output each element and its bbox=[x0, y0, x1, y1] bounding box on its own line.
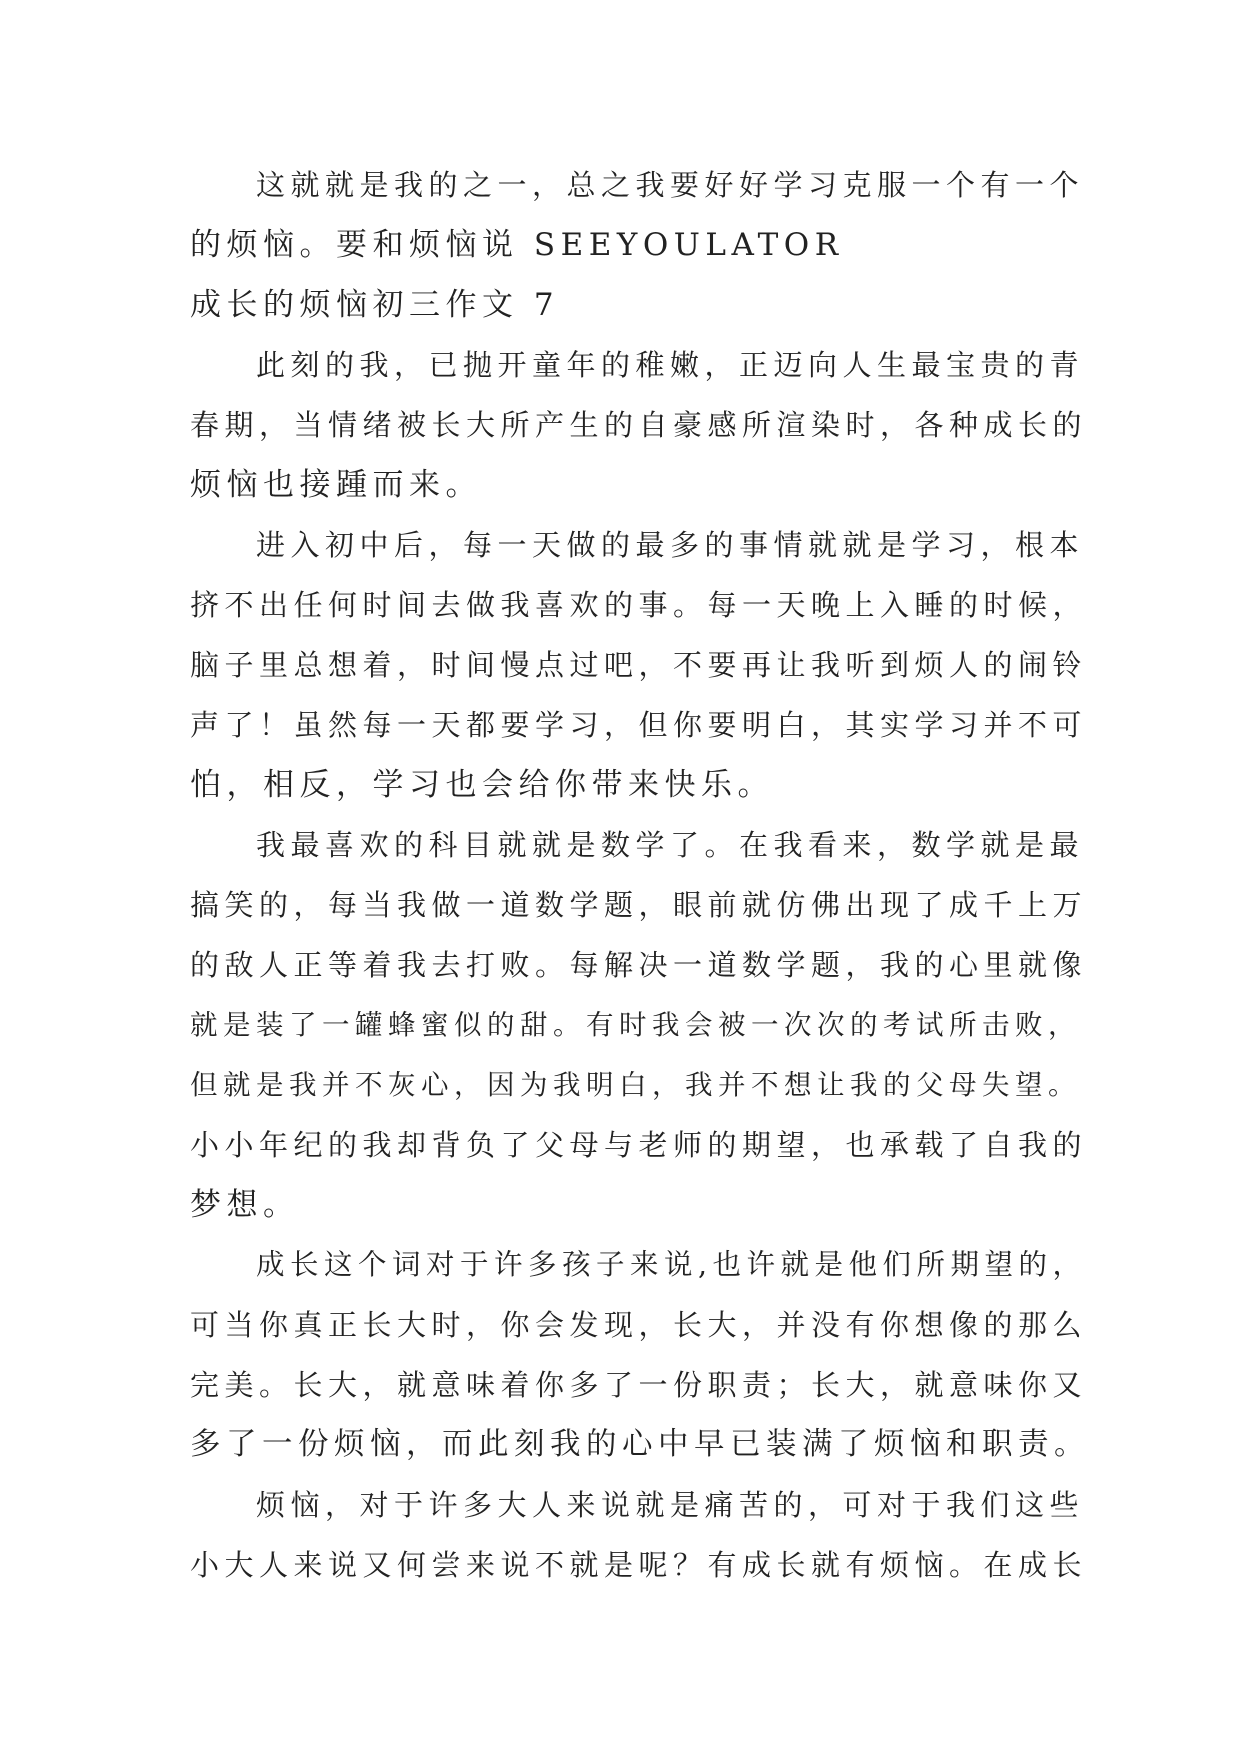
paragraph-line: 梦想。 bbox=[190, 1187, 300, 1223]
paragraph-line: 小小年纪的我却背负了父母与老师的期望，也承载了自我的 bbox=[190, 1128, 1088, 1162]
paragraph-line: 烦恼也接踵而来。 bbox=[190, 467, 482, 503]
paragraph-line: 就是装了一罐蜂蜜似的甜。有时我会被一次次的考试所击败， bbox=[190, 1009, 1081, 1041]
paragraph-line: 的敌人正等着我去打败。每解决一道数学题，我的心里就像 bbox=[190, 948, 1088, 982]
paragraph-line: 烦恼，对于许多大人来说就是痛苦的，可对于我们这些 bbox=[256, 1488, 1085, 1522]
paragraph-line: 脑子里总想着，时间慢点过吧，不要再让我听到烦人的闹铃 bbox=[190, 648, 1088, 682]
paragraph-line: 进入初中后，每一天做的最多的事情就就是学习，根本 bbox=[256, 528, 1085, 562]
paragraph-line: 完美。长大，就意味着你多了一份职责；长大，就意味你又 bbox=[190, 1368, 1088, 1402]
paragraph-line: 这就就是我的之一，总之我要好好学习克服一个有一个 bbox=[256, 168, 1085, 202]
paragraph-line: 的烦恼。要和烦恼说 SEEYOULATOR bbox=[190, 227, 844, 263]
paragraph-line: 声了！虽然每一天都要学习，但你要明白，其实学习并不可 bbox=[190, 708, 1088, 742]
paragraph-line: 春期，当情绪被长大所产生的自豪感所渲染时，各种成长的 bbox=[190, 408, 1088, 442]
paragraph-line: 我最喜欢的科目就就是数学了。在我看来，数学就是最 bbox=[256, 828, 1085, 862]
paragraph-line: 搞笑的，每当我做一道数学题，眼前就仿佛出现了成千上万 bbox=[190, 888, 1088, 922]
paragraph-line: 此刻的我，已抛开童年的稚嫩，正迈向人生最宝贵的青 bbox=[256, 348, 1085, 382]
paragraph-line: 怕，相反，学习也会给你带来快乐。 bbox=[190, 767, 774, 803]
section-heading: 成长的烦恼初三作文 7 bbox=[190, 287, 560, 323]
paragraph-line: 但就是我并不灰心，因为我明白，我并不想让我的父母失望。 bbox=[190, 1069, 1081, 1101]
paragraph-line: 小大人来说又何尝来说不就是呢？有成长就有烦恼。在成长 bbox=[190, 1548, 1088, 1582]
paragraph-line: 多了一份烦恼，而此刻我的心中早已装满了烦恼和职责。 bbox=[190, 1427, 1090, 1462]
paragraph-line: 挤不出任何时间去做我喜欢的事。每一天晚上入睡的时候， bbox=[190, 588, 1088, 622]
paragraph-line: 成长这个词对于许多孩子来说,也许就是他们所期望的， bbox=[256, 1248, 1087, 1281]
paragraph-line: 可当你真正长大时，你会发现，长大，并没有你想像的那么 bbox=[190, 1308, 1088, 1342]
